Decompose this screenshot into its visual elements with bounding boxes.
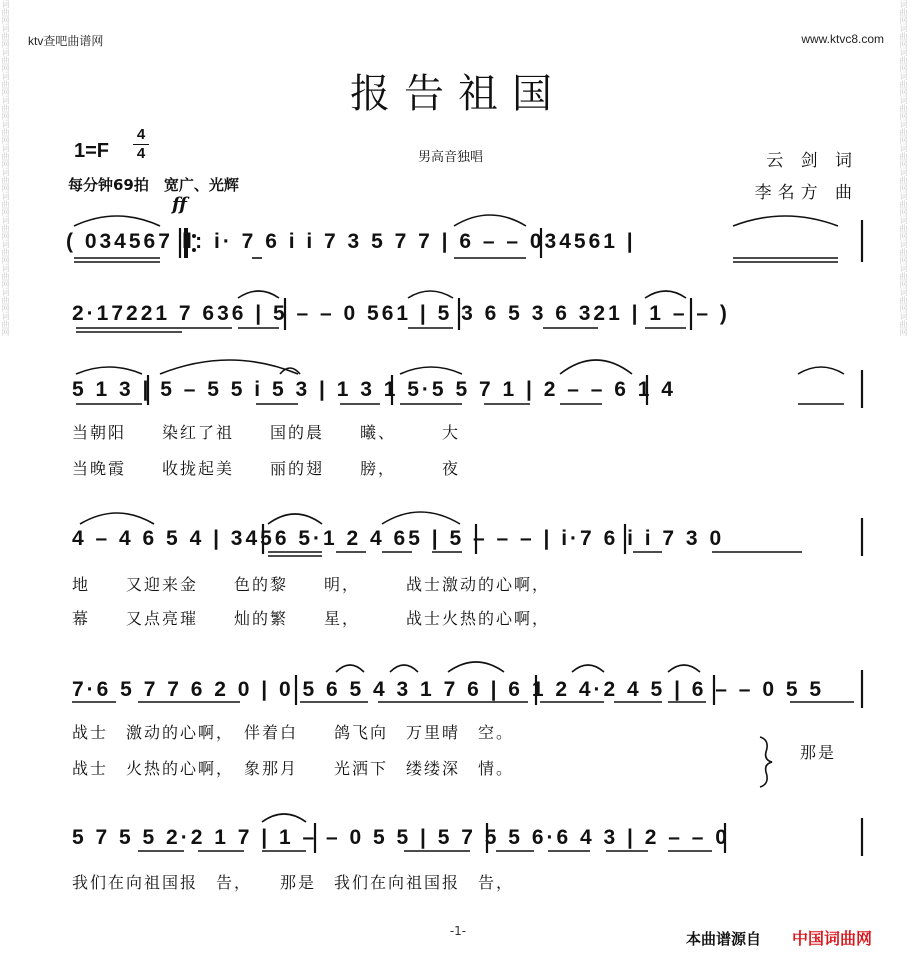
notation-row-6: 5 7 5 5 2·2 1 7 | 1 – – 0 5 5 | 5 7 5 5 6·6 4 3 | 2 – – 0	[72, 826, 730, 849]
tempo-marking: 每分钟69拍 宽广、光辉	[68, 176, 239, 194]
composer-credit: 李名方 曲	[754, 183, 858, 203]
lyric-row-3-verse-1: 当朝阳 染红了祖 国的晨 曦、 大	[72, 423, 461, 442]
notation-row-3: 5 1 3 | 5 – 5 5 i 5 3 | 1 3 1 5·5 5 7 1 | 2 – – 6 1 4	[72, 378, 676, 401]
song-title: 报告祖国	[350, 71, 566, 117]
lyric-row-4-verse-2: 幕 又点亮璀 灿的繁 星， 战士火热的心啊，	[72, 609, 551, 628]
lyric-row-4-verse-1: 地 又迎来金 色的黎 明， 战士激动的心啊，	[72, 575, 551, 594]
lyric-row-5-verse-2: 战士 火热的心啊， 象那月 光洒下 缕缕深 情。	[72, 759, 515, 778]
site-right-url[interactable]: www.ktvc8.com	[801, 32, 884, 46]
time-sig-bottom: 4	[136, 145, 146, 162]
lyric-side-note: 那是	[800, 743, 837, 762]
voice-type: 男高音独唱	[418, 150, 484, 165]
lyricist-credit: 云 剑 词	[766, 151, 858, 171]
notation-row-5: 7·6 5 7 7 6 2 0 | 0 5 6 5 4 3 1 7 6 | 6 1 2 4·2 4 5 | 6 – – 0 5 5	[72, 678, 825, 701]
notation-row-1: ( 034567 ‖: i· 7 6 i i 7 3 5 7 7 | 6 – – 034561 |	[66, 230, 636, 253]
watermark-right: 词曲网词曲网词曲网词曲网词曲网词曲网词曲网词曲网词曲网词曲网词曲网词曲网词曲网词曲网	[899, 0, 908, 336]
source-name[interactable]: 中国词曲网	[792, 929, 873, 948]
lyric-row-5-verse-1: 战士 激动的心啊， 伴着白 鸽飞向 万里晴 空。	[72, 723, 515, 742]
notation-row-2: 2·17221 7 636 | 5 – – 0 561 | 5 3 6 5 3 6 321 | 1 – – )	[72, 302, 730, 325]
dynamic-marking: ff	[172, 194, 187, 215]
source-label: 本曲谱源自	[686, 930, 762, 948]
watermark-left: 词曲网词曲网词曲网词曲网词曲网词曲网词曲网词曲网词曲网词曲网词曲网词曲网词曲网词曲网	[1, 0, 10, 336]
notation-row-4: 4 – 4 6 5 4 | 3456 5·1 2 4 65 | 5 – – – | i·7 6 i i 7 3 0	[72, 527, 725, 550]
key-signature: 1=F	[74, 140, 110, 162]
lyric-row-3-verse-2: 当晚霞 收拢起美 丽的翅 膀， 夜	[72, 459, 461, 478]
time-sig-top: 4	[136, 126, 146, 143]
lyric-row-6: 我们在向祖国报 告， 那是 我们在向祖国报 告，	[72, 873, 515, 892]
page-number: -1-	[449, 924, 467, 938]
site-left-label[interactable]: ktv查吧曲谱网	[28, 34, 104, 48]
